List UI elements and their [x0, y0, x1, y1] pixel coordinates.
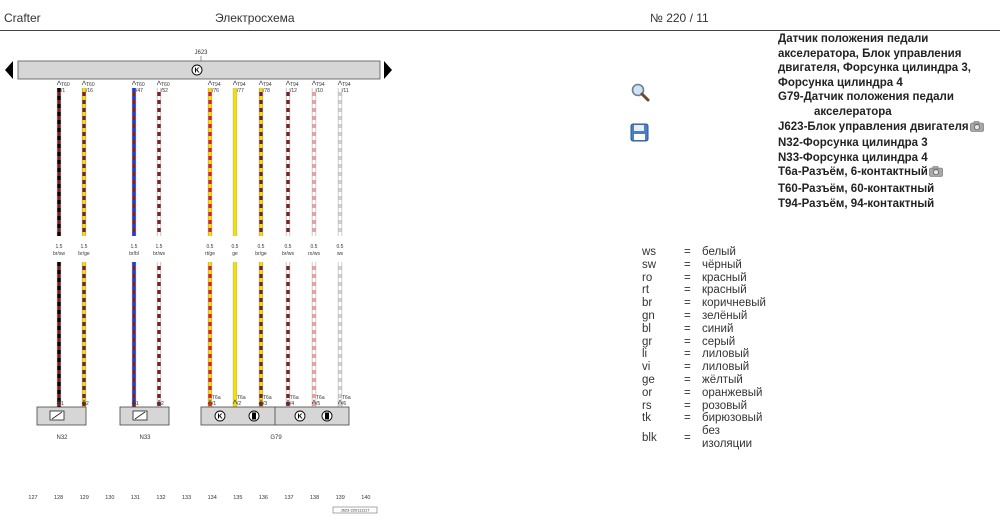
- pin-number-label: /10: [316, 88, 323, 94]
- description-title-line: Датчик положения педали: [778, 33, 929, 45]
- legend-code: gn: [642, 309, 655, 322]
- pin-connector-label: T60: [136, 82, 145, 88]
- legend-eq: =: [684, 309, 691, 322]
- description-title-line: акселератора, Блок управления: [778, 47, 962, 60]
- legend-name: коричневый: [702, 297, 766, 310]
- page-number: № 220 / 11: [650, 11, 709, 25]
- search-zoom-icon[interactable]: [629, 82, 651, 104]
- grid-number: 140: [361, 495, 371, 501]
- pin-connector-label: T60: [161, 82, 170, 88]
- pin-connector-label: T94: [290, 82, 299, 88]
- pin-connector-label: T94: [316, 82, 325, 88]
- legend-eq: =: [684, 399, 691, 412]
- wire-color-label: br/ws: [153, 251, 165, 257]
- legend-code: blk: [642, 432, 657, 445]
- wire-label-group: [53, 244, 344, 257]
- camera-icon[interactable]: [929, 166, 943, 182]
- top-bar: [0, 0, 1000, 31]
- pin-number-label: /47: [136, 88, 143, 94]
- bottom-pin-label: /3: [263, 401, 268, 407]
- wire-size-label: 0.5: [257, 244, 265, 250]
- legend-eq: =: [684, 246, 691, 258]
- legend-name: розовый: [702, 399, 748, 412]
- legend-eq: =: [684, 432, 691, 445]
- svg-text:K: K: [194, 67, 200, 75]
- bottom-connector-label: T6a: [342, 395, 351, 401]
- pin-connector-label: T94: [263, 82, 272, 88]
- wire-size-label: 1.5: [130, 244, 138, 250]
- j623-label: J623-Блок управления двигателя: [778, 120, 969, 133]
- grid-number: 137: [284, 495, 294, 501]
- legend-eq: =: [684, 361, 691, 374]
- wire-size-label: 1.5: [80, 244, 88, 250]
- legend-code: li: [642, 348, 648, 361]
- legend-name: оранжевый: [702, 386, 763, 399]
- legend-name: чёрный: [702, 258, 742, 271]
- grid-number: 134: [207, 495, 217, 501]
- grid-number: 130: [105, 495, 115, 501]
- legend-eq: =: [684, 297, 691, 310]
- pin-number-label: /76: [212, 88, 219, 94]
- pin-number-label: /77: [237, 88, 244, 94]
- legend-name: красный: [702, 284, 747, 297]
- wire-color-label: br/ge: [78, 251, 90, 257]
- legend-code: vi: [642, 361, 651, 374]
- legend-code: gr: [642, 335, 653, 348]
- grid-number: 136: [258, 495, 268, 501]
- legend-eq: =: [684, 335, 691, 348]
- pin-connector-label: T60: [86, 82, 95, 88]
- bottom-pin-label: 1: [136, 401, 139, 407]
- bottom-connector-label: T6a: [290, 395, 299, 401]
- grid-number: 131: [130, 495, 140, 501]
- wire-size-label: 0.5: [310, 244, 318, 250]
- legend-name: без изоляции: [702, 425, 753, 451]
- wire-size-label: 0.5: [231, 244, 239, 250]
- wire-color-label: rt/ge: [204, 251, 216, 257]
- wire-size-label: 0.5: [206, 244, 214, 250]
- legend-eq: =: [684, 284, 691, 297]
- n32-description: N32-Форсунка цилиндра 3: [778, 137, 928, 150]
- legend-code: rs: [642, 399, 652, 412]
- wire-color-label: ws: [336, 251, 344, 257]
- wire-size-label: 1.5: [155, 244, 163, 250]
- wiring-diagram: [0, 30, 600, 520]
- page-title: Электросхема: [215, 11, 295, 25]
- t6a-label: T6a-Разъём, 6-контактный: [778, 166, 928, 179]
- module-label: J623: [194, 50, 208, 56]
- bottom-pin-label: /5: [316, 401, 321, 407]
- pin-number-label: /78: [263, 88, 270, 94]
- grid-number: 135: [233, 495, 243, 501]
- component-label-n33: N33: [139, 435, 151, 441]
- bottom-connector-label: T6a: [316, 395, 325, 401]
- legend-eq: =: [684, 258, 691, 271]
- legend-code: ws: [642, 246, 657, 258]
- legend-eq: =: [684, 271, 691, 284]
- legend-code: or: [642, 386, 653, 399]
- bottom-connector-label: T6a: [263, 395, 272, 401]
- description-title-line: двигателя, Форсунка цилиндра 3,: [778, 62, 971, 75]
- t60-description: T60-Разъём, 60-контактный: [778, 182, 935, 195]
- pin-number-label: /52: [161, 88, 168, 94]
- bottom-pin-label: 2: [161, 401, 164, 407]
- n33-description: N33-Форсунка цилиндра 4: [778, 151, 928, 164]
- vehicle-model: Crafter: [4, 11, 41, 25]
- bottom-connector-label: T6a: [212, 395, 221, 401]
- wire-color-label: ge: [232, 251, 238, 257]
- bottom-pin-label: 2: [86, 401, 89, 407]
- legend-name: лиловый: [702, 361, 750, 374]
- legend-name: лиловый: [702, 348, 750, 361]
- legend-code: ro: [642, 271, 653, 284]
- legend-code: br: [642, 297, 653, 310]
- wire-color-label: br/ws: [282, 251, 294, 257]
- j623-description: [778, 120, 998, 137]
- pin-number-label: /11: [342, 88, 349, 94]
- camera-icon[interactable]: [970, 121, 984, 137]
- grid-number: 127: [28, 495, 38, 501]
- legend-eq: =: [684, 348, 691, 361]
- pin-number-label: /16: [86, 88, 93, 94]
- wire-size-label: 0.5: [284, 244, 292, 250]
- bottom-pin-label: /1: [212, 401, 217, 407]
- legend-name: синий: [702, 322, 734, 335]
- legend-name: белый: [702, 246, 736, 258]
- scroll-left-arrow[interactable]: [5, 61, 13, 79]
- legend-name: серый: [702, 335, 736, 348]
- pin-connector-label: T94: [342, 82, 351, 88]
- pin-number-label: /1: [61, 88, 66, 94]
- wire-size-label: 1.5: [55, 244, 63, 250]
- bottom-pin-label: /2: [237, 401, 242, 407]
- pin-number-label: /12: [290, 88, 297, 94]
- bottom-pin-label: 1: [61, 401, 64, 407]
- doc-id: J623-220111117: [340, 507, 370, 513]
- legend-eq: =: [684, 322, 691, 335]
- pin-connector-label: T94: [237, 82, 246, 88]
- legend-name: зелёный: [702, 309, 748, 322]
- description-title-line: Форсунка цилиндра 4: [778, 76, 903, 89]
- grid-number: 132: [156, 495, 166, 501]
- wire-color-label: br/sw: [53, 251, 65, 257]
- g79-description: G79-Датчик положения педали: [778, 91, 954, 104]
- component-label-g79: G79: [270, 435, 282, 441]
- legend-code: ge: [642, 373, 655, 386]
- component-label-n32: N32: [56, 435, 68, 441]
- legend-code: bl: [642, 322, 651, 335]
- wire-color-label: ro/ws: [308, 251, 320, 257]
- wire-size-label: 0.5: [336, 244, 344, 250]
- wire-color-label: br/bl: [129, 251, 139, 257]
- grid-numbers: [28, 495, 370, 501]
- legend-code: rt: [642, 284, 650, 297]
- legend-eq: =: [684, 412, 691, 425]
- bottom-pin-label: /6: [342, 401, 347, 407]
- grid-number: 129: [79, 495, 89, 501]
- grid-number: 133: [182, 495, 192, 501]
- g79-description-cont: акселератора: [814, 105, 892, 118]
- pin-connector-label: T60: [61, 82, 70, 88]
- svg-text:K: K: [217, 413, 223, 421]
- wire-color-label: br/ge: [255, 251, 267, 257]
- bottom-pin-label: /4: [290, 401, 295, 407]
- legend-code: sw: [642, 258, 657, 271]
- legend-name: жёлтый: [702, 373, 743, 386]
- grid-number: 138: [310, 495, 320, 501]
- grid-number: 128: [54, 495, 64, 501]
- bottom-connector-label: T6a: [237, 395, 246, 401]
- legend-name: бирюзовый: [702, 412, 763, 425]
- pin-connector-label: T94: [212, 82, 221, 88]
- wire-group: [57, 81, 342, 412]
- t6a-description: [778, 165, 998, 182]
- legend-eq: =: [684, 373, 691, 386]
- grid-number: 139: [335, 495, 345, 501]
- legend-code: tk: [642, 412, 651, 425]
- legend-eq: =: [684, 386, 691, 399]
- svg-text:K: K: [297, 413, 303, 421]
- scroll-right-arrow[interactable]: [384, 61, 392, 79]
- component-description: [778, 32, 998, 211]
- save-floppy-icon[interactable]: [629, 122, 651, 144]
- legend-name: красный: [702, 271, 747, 284]
- t94-description: T94-Разъём, 94-контактный: [778, 197, 935, 210]
